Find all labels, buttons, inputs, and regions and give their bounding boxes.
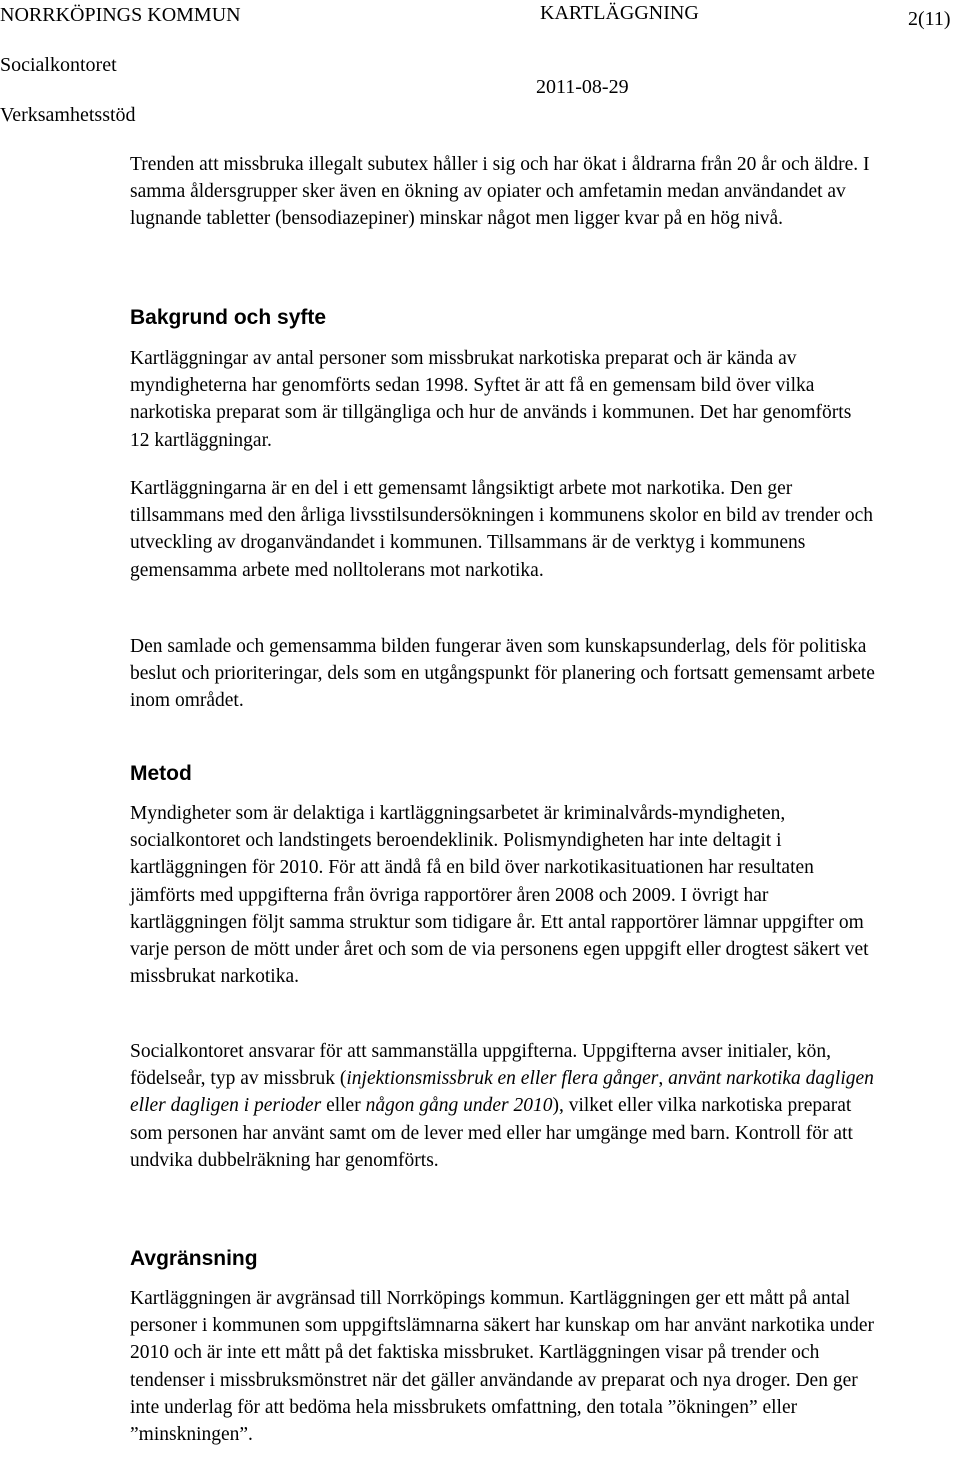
heading-scope: Avgränsning — [130, 1247, 258, 1270]
heading-background: Bakgrund och syfte — [130, 306, 327, 329]
method-p2-text-d: ), vilket eller vilka narkotiska preparat som personen har använt samt om de lever med eller har umgänge med barn. Kontroll för att undvika dubbelräkning har genomförts. — [130, 1095, 853, 1171]
heading-method: Metod — [130, 762, 192, 785]
method-p2-text-c: eller — [321, 1095, 366, 1117]
background-paragraph-1: Kartläggningar av antal personer som missbrukat narkotiska preparat och är kända av myndigheterna har genomförts sedan 1998. Syftet är att få en gemensam bild över vilka narkotiska preparat som är tillgängliga och hur de används i kommunen. Det har genomförts 12 kartläggningar. — [130, 348, 852, 451]
method-p2-emphasis-2: använt narkotika dagligen eller dagligen i perioder — [130, 1068, 874, 1117]
header-page-number: 2(11) — [908, 8, 951, 30]
header-doc-type: KARTLÄGGNING — [540, 2, 699, 24]
method-p2-emphasis-1: injektionsmissbruk en eller flera gånger — [346, 1068, 659, 1090]
header-date: 2011-08-29 — [536, 76, 629, 98]
method-paragraph-1: Myndigheter som är delaktiga i kartläggningsarbetet är kriminalvårds-myndigheten, socialkontoret och landstingets beroendeklinik. Polismyndigheten har inte deltagit i kartläggningen för 2010. För att ändå få en bild över narkotikasituationen har resultaten jämförts med uppgifterna från övriga rapportörer åren 2008 och 2009. I övrigt har kartläggningen följt samma struktur som tidigare år. Ett antal rapportörer lämnar uppgifter om varje person de mött under året och som de via personens egen uppgift eller drogtest säkert vet missbrukat narkotika. — [130, 803, 869, 988]
background-paragraph-3: Den samlade och gemensamma bilden fungerar även som kunskapsunderlag, dels för politiska beslut och prioriteringar, dels som en utgångspunkt för planering och fortsatt gemensamt arbete inom området. — [130, 636, 875, 712]
method-p2-emphasis-3: någon gång under 2010 — [365, 1095, 553, 1117]
method-p2-text-b: , — [658, 1068, 669, 1090]
method-paragraph-2 — [130, 1038, 875, 1174]
background-paragraph-2: Kartläggningarna är en del i ett gemensamt långsiktigt arbete mot narkotika. Den ger tillsammans med den årliga livsstilsundersökningen i kommunens skolor en bild av trender och utveckling av droganvändandet i kommunen. Tillsammans är de verktyg i kommunens gemensamma arbete med nolltolerans mot narkotika. — [130, 478, 874, 581]
method-p2-text-a: Socialkontoret ansvarar för att sammanställa uppgifterna. Uppgifterna avser initialer, kön, födelseår, typ av missbruk ( — [130, 1041, 831, 1090]
header-department: Socialkontoret — [0, 54, 117, 76]
header-unit: Verksamhetsstöd — [0, 104, 136, 126]
scope-paragraph-1: Kartläggningen är avgränsad till Norrköpings kommun. Kartläggningen ger ett mått på antal personer i kommunen som uppgiftslämnarna säkert har kunskap om har använt narkotika under 2010 och är inte ett mått på det faktiska missbruket. Kartläggningen visar på trender och tendenser i missbruksmönstret när det gäller användande av preparat och nya droger. Den ger inte underlag för att bedöma hela missbrukets omfattning, den totala ”ökningen” eller ”minskningen”. — [130, 1288, 875, 1446]
header-org: NORRKÖPINGS KOMMUN — [0, 4, 241, 26]
intro-paragraph: Trenden att missbruka illegalt subutex håller i sig och har ökat i åldrarna från 20 år och äldre. I samma åldersgrupper sker även en ökning av opiater och amfetamin medan användandet av lugnande tabletter (bensodiazepiner) minskar något men ligger kvar på en hög nivå. — [130, 154, 870, 230]
